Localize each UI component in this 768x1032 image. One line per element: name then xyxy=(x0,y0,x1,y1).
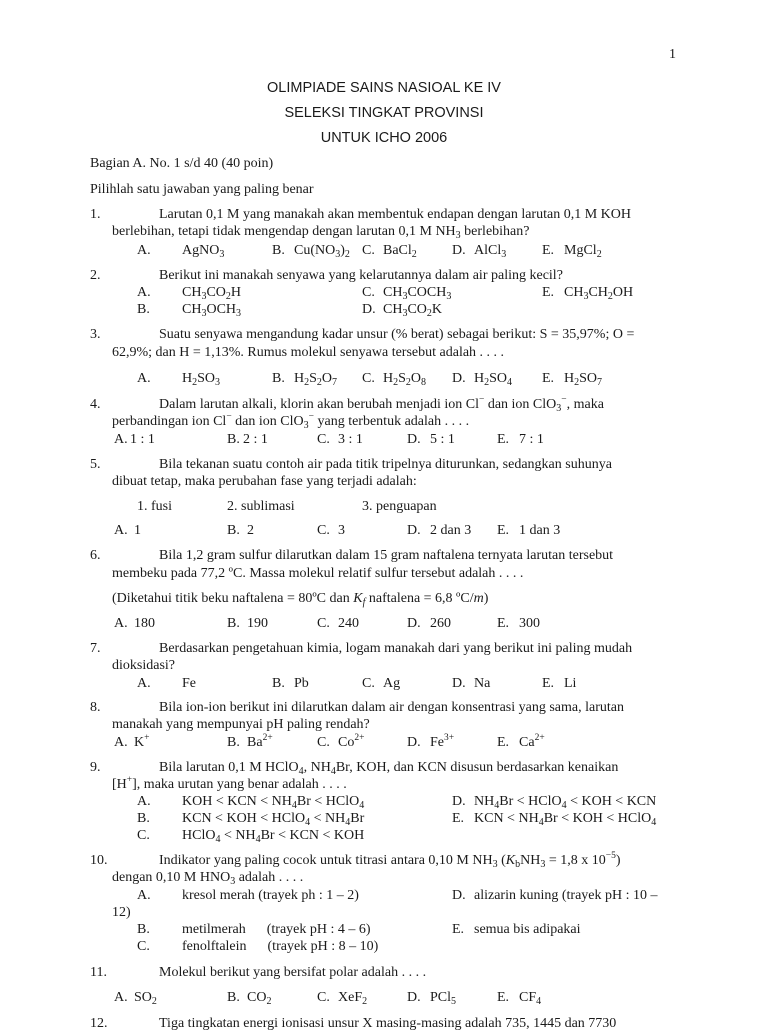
option-text: $H_2S_2O_8$ xyxy=(383,371,427,388)
option-text: 300 xyxy=(519,616,540,631)
option-letter: E. xyxy=(497,735,510,750)
option-letter: B. xyxy=(137,811,150,826)
option-text: $CH_3CO_2H$ xyxy=(182,285,242,302)
option-text: 3 xyxy=(338,523,345,538)
option-letter: C. xyxy=(317,523,330,538)
option-text: 260 xyxy=(430,616,451,631)
option-text: 2 xyxy=(247,523,254,538)
question-number: 9. xyxy=(90,760,101,775)
option-text: AlCl$_3$ xyxy=(474,243,507,260)
option-text: alizarin kuning (trayek pH : 10 – xyxy=(474,888,658,903)
option-text: PCl$_5$ xyxy=(430,990,457,1007)
option-letter: C. xyxy=(137,939,150,954)
option-letter: E. xyxy=(452,922,465,937)
option-text: $CH_3CO_2K$ xyxy=(383,302,443,319)
section-instruction: Pilihlah satu jawaban yang paling benar xyxy=(90,182,314,197)
option-text: semua bis adipakai xyxy=(474,922,581,937)
option-letter: A. xyxy=(137,888,151,903)
option-text: $H_2SO_3$ xyxy=(182,371,221,388)
option-text: BaCl$_2$ xyxy=(383,243,417,260)
option-text: $Ca^{2+}$ xyxy=(519,733,545,750)
question-text: Bila tekanan suatu contoh air pada titik tripelnya diturunkan, sedangkan suhunya xyxy=(159,457,612,472)
question-text: Indikator yang paling cocok untuk titrasi antara 0,10 M $NH_3$ ($K_bNH_3 = 1,8$ x $10^{-5}$) xyxy=(159,851,621,870)
title-line-1: OLIMPIADE SAINS NASIOAL KE IV xyxy=(267,80,501,96)
option-letter: B. xyxy=(227,990,240,1005)
option-wrap-text: 12) xyxy=(112,905,131,920)
option-letter: C. xyxy=(317,990,330,1005)
question-text: manakah yang mempunyai pH paling rendah? xyxy=(112,717,370,732)
question-number: 11. xyxy=(90,965,107,980)
question-number: 7. xyxy=(90,641,101,656)
option-letter: D. xyxy=(407,735,421,750)
question-number: 5. xyxy=(90,457,101,472)
option-text: $NH_4Br$ < HClO$_4$ < KOH < KCN xyxy=(474,794,657,811)
option-text: KOH < KCN < $NH_4Br$ < HClO$_4$ xyxy=(182,794,365,811)
option-text: $CF_4$ xyxy=(519,990,542,1007)
page-number: 1 xyxy=(669,47,676,62)
title-line-3: UNTUK ICHO 2006 xyxy=(320,130,448,146)
option-text: XeF$_2$ xyxy=(338,990,368,1007)
question-text: Bila 1,2 gram sulfur dilarutkan dalam 15 gram naftalena ternyata larutan tersebut xyxy=(159,548,614,563)
question-text: membeku pada 77,2 ºC. Massa molekul relatif sulfur tersebut adalah . . . . xyxy=(112,566,524,581)
question-text: [H+], maka urutan yang benar adalah . . . . xyxy=(112,775,347,792)
question-number: 2. xyxy=(90,268,101,283)
option-text: 240 xyxy=(338,616,359,631)
option-text: 2 dan 3 xyxy=(430,523,472,538)
question-text: Dalam larutan alkali, klorin akan berubah menjadi ion Cl− dan ion ClO$_3$−, maka xyxy=(159,395,604,414)
question-number: 3. xyxy=(90,327,101,342)
option-letter: B. xyxy=(272,676,285,691)
option-text: KCN < KOH < HClO$_4$ < $NH_4Br$ xyxy=(182,811,365,828)
option-text: Li xyxy=(564,676,577,691)
option-letter: A. xyxy=(114,735,128,750)
option-text: Na xyxy=(474,676,491,691)
option-letter: B. xyxy=(272,371,285,386)
option-letter: C. xyxy=(317,616,330,631)
option-text: Ag xyxy=(383,676,401,691)
option-letter: D. xyxy=(452,676,466,691)
option-letter: E. xyxy=(497,523,510,538)
question-number: 6. xyxy=(90,548,101,563)
option-text: 1 xyxy=(134,523,141,538)
question-number: 10. xyxy=(90,853,108,868)
option-text: $H_2SO_4$ xyxy=(474,371,513,388)
option-text: $Ba^{2+}$ xyxy=(247,733,273,750)
option-letter: A. xyxy=(114,523,128,538)
option-letter: D. xyxy=(407,616,421,631)
option-letter: D. xyxy=(407,523,421,538)
sub-item: 3. penguapan xyxy=(362,499,437,514)
option-letter: D. xyxy=(407,990,421,1005)
option-letter: B. xyxy=(137,302,150,317)
option-letter: D. xyxy=(452,243,466,258)
option-text: $CH_3CH_2OH$ xyxy=(564,285,634,302)
question-note: (Diketahui titik beku naftalena = 80ºC dan $K_f$ naftalena = 6,8 ºC/m) xyxy=(112,591,489,608)
option-letter: B. xyxy=(272,243,285,258)
option-letter: A. xyxy=(137,794,151,809)
option-letter: E. xyxy=(497,432,510,447)
option-letter: B. xyxy=(227,735,240,750)
option-text: 5 : 1 xyxy=(430,432,455,447)
option-text: K+ xyxy=(134,733,150,750)
question-text: dibuat tetap, maka perubahan fase yang terjadi adalah: xyxy=(112,474,417,489)
question-text: Larutan 0,1 M yang manakah akan membentuk endapan dengan larutan 0,1 M KOH xyxy=(159,207,631,222)
option-letter: C. xyxy=(137,828,150,843)
option-letter: B. xyxy=(227,616,240,631)
option-letter: E. xyxy=(497,990,510,1005)
option-letter: A. xyxy=(137,285,151,300)
question-text: dengan 0,10 M $HNO_3$ adalah . . . . xyxy=(112,870,304,887)
option-text: fenolftalein (trayek pH : 8 – 10) xyxy=(182,939,379,954)
question-text: Bila ion-ion berikut ini dilarutkan dalam air dengan konsentrasi yang sama, larutan xyxy=(159,700,624,715)
option-text: $H_2S_2O_7$ xyxy=(294,371,338,388)
option-letter: B. xyxy=(137,922,150,937)
option-text: 190 xyxy=(247,616,268,631)
question-text: dioksidasi? xyxy=(112,658,175,673)
option-letter: C. xyxy=(317,735,330,750)
option-letter: B. xyxy=(227,523,240,538)
option-letter: D. xyxy=(407,432,421,447)
option-text: $CH_3COCH_3$ xyxy=(383,285,452,302)
question-number: 1. xyxy=(90,207,101,222)
option-text: 3 : 1 xyxy=(338,432,363,447)
option-text: $Fe^{3+}$ xyxy=(430,733,455,750)
question-text: 62,9%; dan H = 1,13%. Rumus molekul senyawa tersebut adalah . . . . xyxy=(112,345,505,360)
question-text: Tiga tingkatan energi ionisasi unsur X masing-masing adalah 735, 1445 dan 7730 xyxy=(159,1016,617,1031)
question-text: berlebihan, tetapi tidak mengendap dengan larutan 0,1 M $NH_3$ berlebihan? xyxy=(112,224,530,241)
option-text: MgCl$_2$ xyxy=(564,243,602,260)
option-text: $Co^{2+}$ xyxy=(338,733,365,750)
option-letter: D. xyxy=(452,888,466,903)
title-line-2: SELEKSI TINGKAT PROVINSI xyxy=(284,105,484,121)
option-letter: A. xyxy=(137,676,151,691)
option-text: Pb xyxy=(294,676,309,691)
option-text: 1 : 1 xyxy=(130,432,155,447)
option-text: $H_2SO_7$ xyxy=(564,371,603,388)
option-letter: A. xyxy=(137,243,151,258)
option-text: 180 xyxy=(134,616,155,631)
sub-item: 2. sublimasi xyxy=(227,499,295,514)
option-letter: C. xyxy=(362,285,375,300)
option-text: Fe xyxy=(182,676,196,691)
option-letter: D. xyxy=(362,302,376,317)
question-number: 12. xyxy=(90,1016,108,1031)
question-text: Bila larutan 0,1 M HClO$_4$, $NH_4Br$, KOH, dan KCN disusun berdasarkan kenaikan xyxy=(159,760,619,777)
option-letter: E. xyxy=(542,371,555,386)
question-text: Berikut ini manakah senyawa yang kelarutannya dalam air paling kecil? xyxy=(159,268,563,283)
option-text: $Cu(NO_3)_2$ xyxy=(294,243,350,260)
option-text: metilmerah (trayek pH : 4 – 6) xyxy=(182,922,371,937)
option-letter: C. xyxy=(362,676,375,691)
option-letter: D. xyxy=(452,371,466,386)
section-heading: Bagian A. No. 1 s/d 40 (40 poin) xyxy=(90,156,274,171)
option-text: 2 : 1 xyxy=(243,432,268,447)
option-letter: A. xyxy=(114,990,128,1005)
option-letter: E. xyxy=(497,616,510,631)
option-letter: B. xyxy=(227,432,240,447)
sub-item: 1. fusi xyxy=(137,499,172,514)
question-number: 8. xyxy=(90,700,101,715)
option-letter: C. xyxy=(362,243,375,258)
option-letter: C. xyxy=(362,371,375,386)
option-letter: E. xyxy=(542,285,555,300)
option-text: $CH_3OCH_3$ xyxy=(182,302,242,319)
question-number: 4. xyxy=(90,397,101,412)
option-letter: E. xyxy=(452,811,465,826)
option-text: $SO_2$ xyxy=(134,990,157,1007)
option-letter: E. xyxy=(542,243,555,258)
option-text: HClO$_4$ < $NH_4Br$ < KCN < KOH xyxy=(182,828,365,845)
question-text: Berdasarkan pengetahuan kimia, logam manakah dari yang berikut ini paling mudah xyxy=(159,641,633,656)
option-text: KCN < $NH_4Br$ < KOH < HClO$_4$ xyxy=(474,811,657,828)
option-letter: C. xyxy=(317,432,330,447)
option-letter: A. xyxy=(137,371,151,386)
question-text: Molekul berikut yang bersifat polar adalah . . . . xyxy=(159,965,427,980)
option-text: kresol merah (trayek ph : 1 – 2) xyxy=(182,888,359,903)
option-text: $CO_2$ xyxy=(247,990,272,1007)
question-text: Suatu senyawa mengandung kadar unsur (% berat) sebagai berikut: S = 35,97%; O = xyxy=(159,327,635,342)
option-letter: E. xyxy=(542,676,555,691)
option-text: 1 dan 3 xyxy=(519,523,561,538)
option-letter: A. xyxy=(114,432,128,447)
option-letter: A. xyxy=(114,616,128,631)
option-letter: D. xyxy=(452,794,466,809)
question-text: perbandingan ion Cl− dan ion ClO$_3$− yang terbentuk adalah . . . . xyxy=(112,412,470,431)
option-text: 7 : 1 xyxy=(519,432,544,447)
option-text: AgNO$_3$ xyxy=(182,243,225,260)
